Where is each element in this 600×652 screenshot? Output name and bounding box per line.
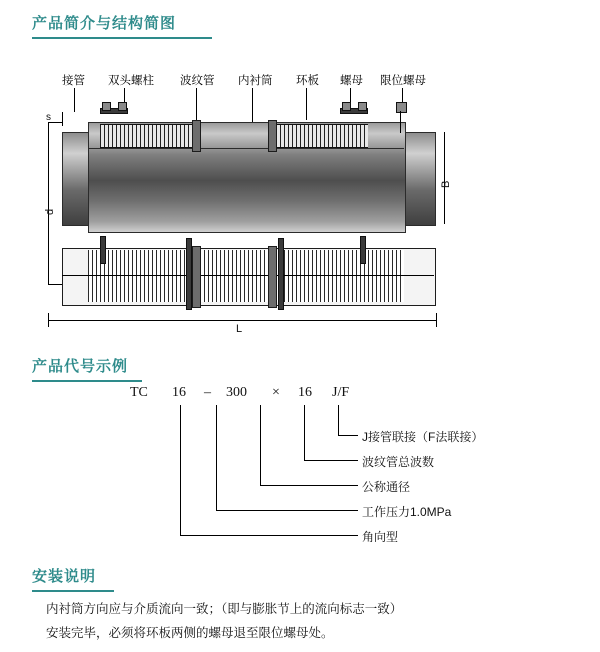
code-leader-pressure-h [216,510,358,511]
joint-body-lower [88,180,406,233]
dim-line-B [444,132,445,224]
limit-nut-stem [400,111,401,133]
code-part-pressure: 16 [172,385,186,400]
nut-top-right-a [342,102,351,111]
title-underline-3 [32,590,114,592]
page-title: 产品简介与结构简图 [32,15,177,32]
dim-line-L [48,320,436,321]
nut-top-left-b [118,102,127,111]
limit-nut-top [396,102,407,113]
leader-line-3 [196,88,197,124]
dim-tick-L-right [436,313,437,327]
section-stud-mid-left [186,238,192,310]
leader-line-1 [74,88,75,112]
section-product-code [32,355,142,382]
ring-plate-right [268,120,277,152]
ring-plate-left [192,120,201,152]
code-part-dash: – [204,385,211,400]
section-intro [32,12,212,39]
dim-label-L: L [236,323,243,335]
center-axis-line [62,275,434,276]
code-desc-pressure: 工作压力1.0MPa [362,505,452,519]
dim-label-d: d [44,208,56,215]
code-leader-type-h [180,535,358,536]
bellows-right [276,124,368,148]
liner-edge-line [88,148,404,149]
code-leader-waves-h [304,460,358,461]
install-line-2: 安装完毕，必须将环板两侧的螺母退至限位螺母处。 [46,626,334,640]
callout-label-xianweiluomu: 限位螺母 [380,75,426,87]
code-part-type: TC [130,385,148,400]
code-leader-waves-v [304,405,305,460]
callout-label-bowenguan: 波纹管 [180,75,215,87]
code-part-waves: 16 [298,385,312,400]
code-leader-joint-v [338,405,339,435]
code-desc-type: 角向型 [362,530,399,544]
code-leader-joint-h [338,435,358,436]
product-code-title: 产品代号示例 [32,358,129,375]
dim-line-d [48,122,49,284]
structure-diagram [40,70,560,335]
install-instructions [46,600,566,648]
callout-label-luomu: 螺母 [340,75,363,87]
code-desc-joint: J接管联接（F法联接） [362,430,484,444]
code-desc-waves: 波纹管总波数 [362,455,435,469]
dim-tick-d-bottom [48,284,62,285]
title-underline [32,37,212,39]
callout-label-shuangtou: 双头螺柱 [108,75,154,87]
code-leader-diameter-h [260,485,358,486]
section-stud-mid-right [278,238,284,310]
right-pipe [402,132,436,226]
section-stud-right [360,236,366,264]
bellows-left [100,124,192,148]
code-part-diameter: 300 [226,385,247,400]
callout-label-neichentong: 内衬筒 [238,75,273,87]
section-ring-left [192,246,201,308]
code-part-joint: J/F [332,385,350,400]
section-ring-right [268,246,277,308]
code-leader-type-v [180,405,181,535]
dim-label-B: B [440,180,452,188]
nut-top-right-b [358,102,367,111]
dim-label-s: s [46,112,51,123]
section-view-corrugation [88,250,404,302]
install-line-1: 内衬筒方向应与介质流向一致；（即与膨胀节上的流向标志一致） [46,602,403,616]
callout-label-huanban: 环板 [296,75,319,87]
section-install [32,565,114,592]
section-stud-left [100,236,106,264]
title-underline-2 [32,380,142,382]
code-leader-diameter-v [260,405,261,485]
nut-top-left-a [102,102,111,111]
code-leader-pressure-v [216,405,217,510]
product-code-breakdown [32,385,572,545]
install-title: 安装说明 [32,568,97,585]
code-desc-diameter: 公称通径 [362,480,411,494]
dim-line-s [62,112,63,126]
code-part-times: × [272,385,280,400]
callout-label-jieguan: 接管 [62,75,85,87]
leader-line-5 [306,88,307,120]
dim-tick-L-left [48,313,49,327]
